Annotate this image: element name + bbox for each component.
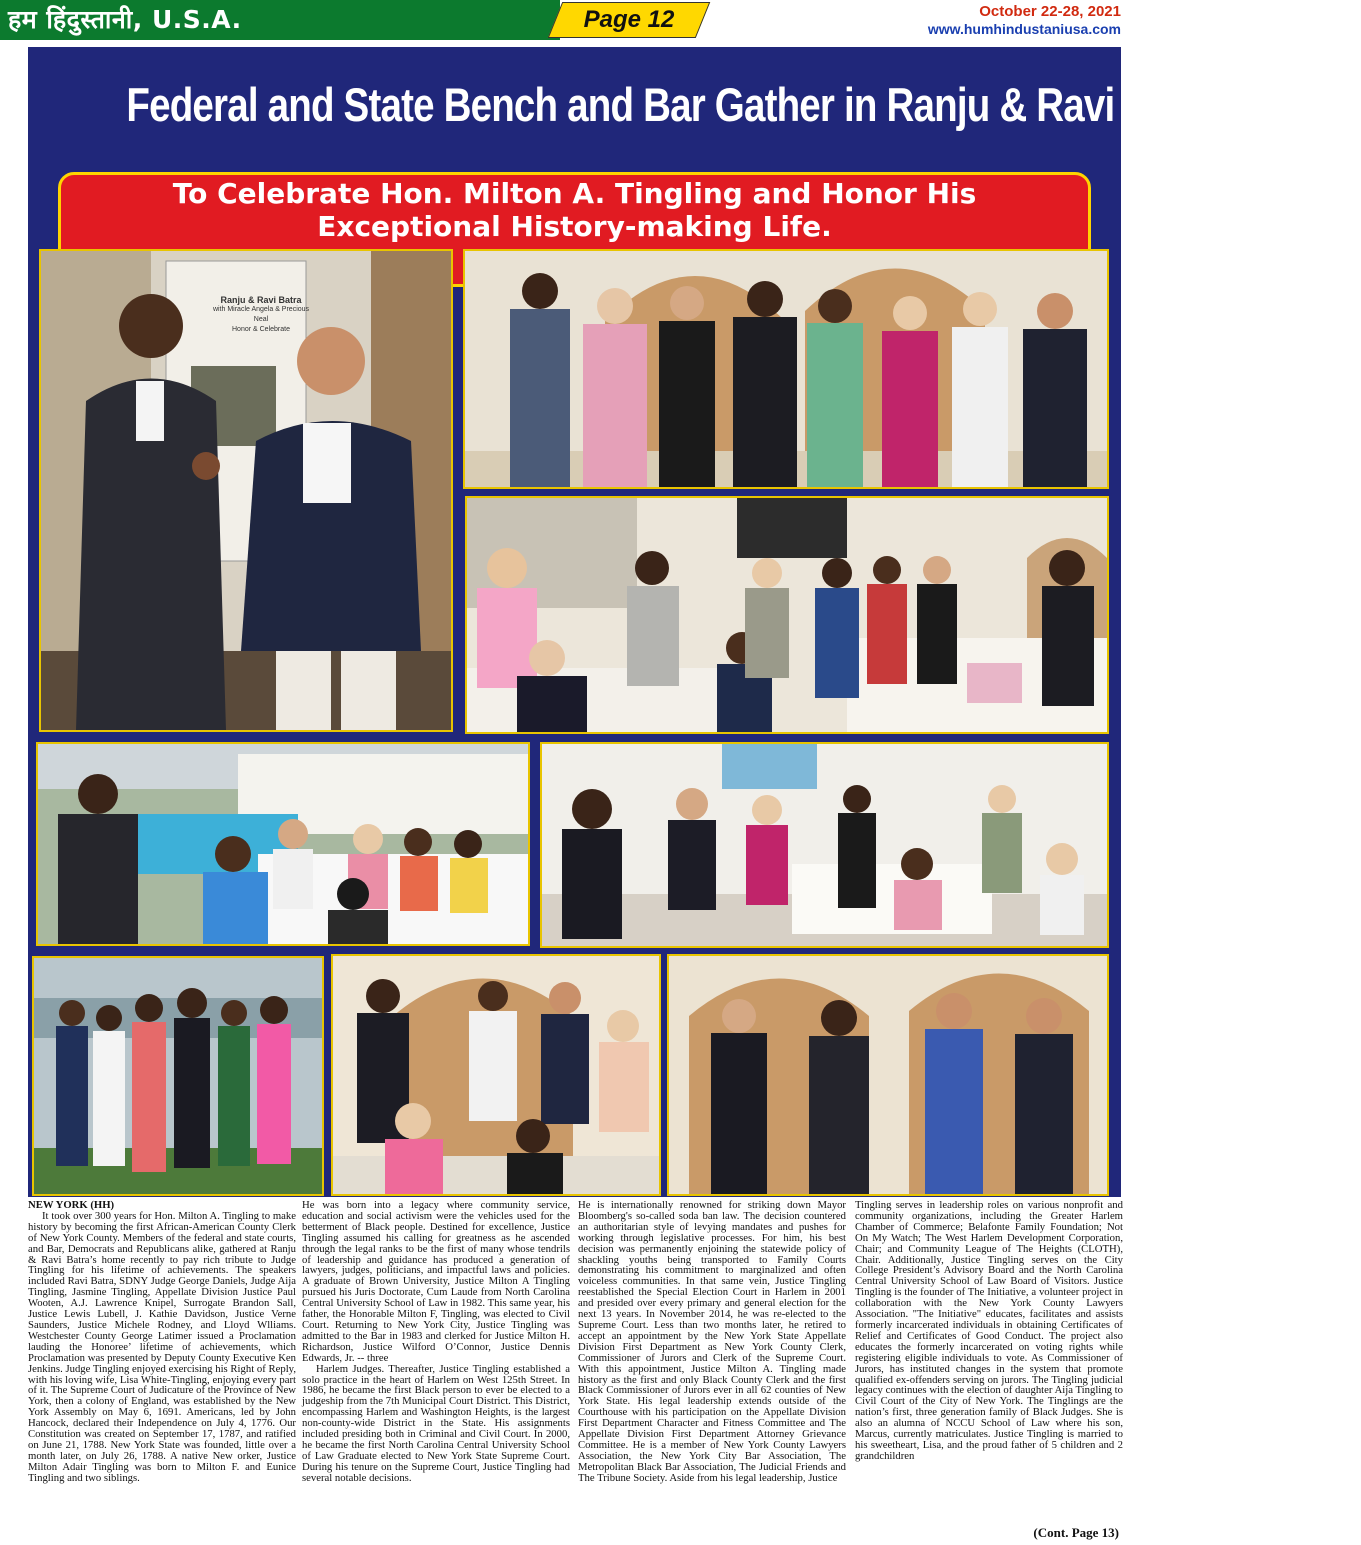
photo-poolside <box>36 742 530 946</box>
easel-text-3: Honor & Celebrate <box>232 326 290 333</box>
article-column-2 <box>302 1200 570 1484</box>
column-4-paragraph: Tingling serves in leadership roles on various nonprofit and community organizations, including the Greater Harlem Chamber of Commerce; Belafonte Family Foundation; Not On My Watch; The West Harlem Development Corporation, Chair; and Community League of The Heights (CLOTH), Chair. Additionally, Justice Tingling serves on the City College President’s Advisory Board and the North Carolina Central University School of Law Board of Visitors. Justice Tingling is the founder of The Initiative, a volunteer project in collaboration with the New York County Lawyers Association. "The Initiative" educates, facilitates and assists formerly incarcerated individuals in obtaining Certificates of Relief and Certificates of Good Conduct. The project also educates the formerly incarcerated on voting rights while registering eligible individuals to vote. As Commissioner of Jurors, has instituted changes in the system that promote qualified ex-offenders serving on jurors. The Tingling judicial legacy continues with the election of daughter Aija Tingling to Civil Court of the City of New York. The Tinglings are the nation’s first, three generation family of Black Judges. She is also an alumna of NCCU School of Law where his son, Marcus, currently matriculates. Justice Tingling is married to his sweetheart, Lisa, and the proud father of 5 children and 2 grandchildren <box>855 1199 1123 1462</box>
column-2-paragraph-2: Harlem Judges. Thereafter, Justice Tingling established a solo practice in the heart of Harlem on West 125th Street. In 1986, he became the first Black person to ever be elected to a judgeship from the 7th Municipal Court District. This District, encompassing Harlem and Washington Heights, is the largest non-county-wide District in the State. His assignments included presiding both in Criminal and Civil Court. In 2000, he became the first North Carolina Central University School of Law Graduate elected to New York State Supreme Court. During his tenure on the Supreme Court, Justice Tingling had several notable decisions. <box>302 1362 570 1484</box>
photo-group-eight <box>463 249 1109 489</box>
masthead-bar <box>0 0 560 40</box>
subtitle-line-2: Exceptional History-making Life. <box>317 210 832 243</box>
photo-living-room-image <box>467 498 1107 732</box>
column-1-paragraph: It took over 300 years for Hon. Milton A. Tingling to make history by becoming the first African-American County Clerk of New York County. Members of the federal and state courts, and Bar, Democrats and Republicans alike, gathered at Ranju & Ravi Batra’s home recently to pay rich tribute to Judge Tingling for his lifetime of achievements. The speakers included Ravi Batra, SDNY Judge George Daniels, Judge Aija Tingling, Jasmine Tingling, Appellate Division Justice Paul Wooten, A.J. Lawrence Knipel, Surrogate Brandon Sall, Justice Lewis Lubell, J. Kathie Davidson, Justice Verne Saunders, Justice Michele Rodney, and Lloyd Wlliams. Westchester County George Latimer issued a Proclamation lauding the Honoree’ lifetime of achievements, which Proclamation was presented by Deputy County Executive Ken Jenkins. Judge Tingling enjoyed exercising his Right of Reply, with his loving wife, Lisa White-Tingling, enjoying every part of it. The Supreme Court of Judicature of the Province of New York, then a colony of England, was established by the New York Assembly on May 6, 1691. Americans, led by John Hancock, declared their Independence on July 4, 1776. Our Constitution was created on September 17, 1787, and ratified on June 21, 1788. New York State was founded, little over a month later, on July 26, 1788. A native New orker, Justice Milton Adair Tingling was born to Milton F. and Eunice Tingling and two siblings. <box>28 1209 296 1484</box>
photo-arch-gathering <box>331 954 661 1196</box>
feature-panel <box>28 47 1361 1197</box>
photo-sitting-room-image <box>542 744 1107 946</box>
photo-outdoor-group <box>32 956 324 1196</box>
headline: Federal and State Bench and Bar Gather in Ranju & Ravi Batra’s Home <box>126 78 1361 131</box>
easel-text-1: Ranju & Ravi Batra <box>220 295 302 305</box>
subtitle <box>61 177 1088 243</box>
photo-speech <box>667 954 1109 1196</box>
photo-group-eight-image <box>465 251 1107 487</box>
article-column-3 <box>578 1200 846 1484</box>
photo-sitting-room <box>540 742 1109 948</box>
column-3-paragraph: He is internationally renowned for striking down Mayor Bloomberg's so-called soda ban law. The decision countered an authoritarian style of levying mandates and pushes for working through legislative processes. For him, his best decision was permanently enjoining the statewide policy of shackling youths being transported to Family Courts demonstrating his commitment to marginalized and often voiceless communities. In that same vein, Justice Tingling reestablished the Special Election Court in Harlem in 2001 and presided over every primary and general election for the next 13 years. In November 2014, he was re-elected to the Supreme Court. Less than two months later, he retired to accept an appointment by the New York State Appellate Division First Department as New York County Clerk, Commissioner of Jurors and Clerk of the Supreme Court. With this appointment, Justice Milton A. Tingling made history as the first and only Black County Clerk and the first Black Commissioner of Jurors ever in all 62 counties of New York State. His legal leadership extends outside of the Courthouse with his participation on the Appellate Division First Department Character and Fitness Committee and The Appellate Division First Department Attorney Grievance Committee. He is a member of New York County Lawyers Association, the New York City Bar Association, The Metropolitan Black Bar Association, The Judicial Friends and The Tribune Society. Aside from his legal leadership, Justice <box>578 1199 846 1484</box>
photo-outdoor-group-image <box>34 958 322 1194</box>
photo-handshake <box>39 249 453 732</box>
dateline: NEW YORK (HH) <box>28 1199 115 1211</box>
photo-speech-image <box>669 956 1107 1194</box>
page-label: Page 12 <box>583 6 675 33</box>
continued-link[interactable]: (Cont. Page 13) <box>1033 1525 1119 1540</box>
photo-arch-gathering-image <box>333 956 659 1194</box>
photo-poolside-image <box>38 744 528 944</box>
subtitle-line-1: To Celebrate Hon. Milton A. Tingling and Honor His <box>172 177 977 210</box>
photo-living-room <box>465 496 1109 734</box>
article-column-1 <box>28 1200 296 1484</box>
website-link[interactable]: www.humhindustaniusa.com <box>927 21 1121 37</box>
issue-date: October 22-28, 2021 <box>979 3 1121 20</box>
column-2-paragraph-1: He was born into a legacy where community service, education and social activism were the vehicles used for the betterment of Black people. Destined for excellence, Justice Tingling assumed his calling for greatness as he ascended through the legal ranks to be the first of many whose tendrils of leadership and guidance has produced a generation of lawyers, judges, politicians, and impactful laws and policies. A graduate of Brown University, Justice Milton A Tingling pursued his Juris Doctorate, Cum Laude from North Carolina Central University School of Law in 1982. This same year, his father, the Honorable Milton F, Tingling, was elected to Civil Court. Returning to New York City, Justice Tingling was admitted to the Bar in 1983 and clerked for Justice Milton H. Richardson, Justice Wilford O’Connor, Justice Dennis Edwards, Jr. -- three <box>302 1199 570 1364</box>
paper-name: हम हिंदुस्तानी, U.S.A. <box>8 5 242 34</box>
article-column-4 <box>855 1200 1123 1462</box>
easel-text-2: with Miracle Angela & Precious Neal <box>212 306 310 323</box>
